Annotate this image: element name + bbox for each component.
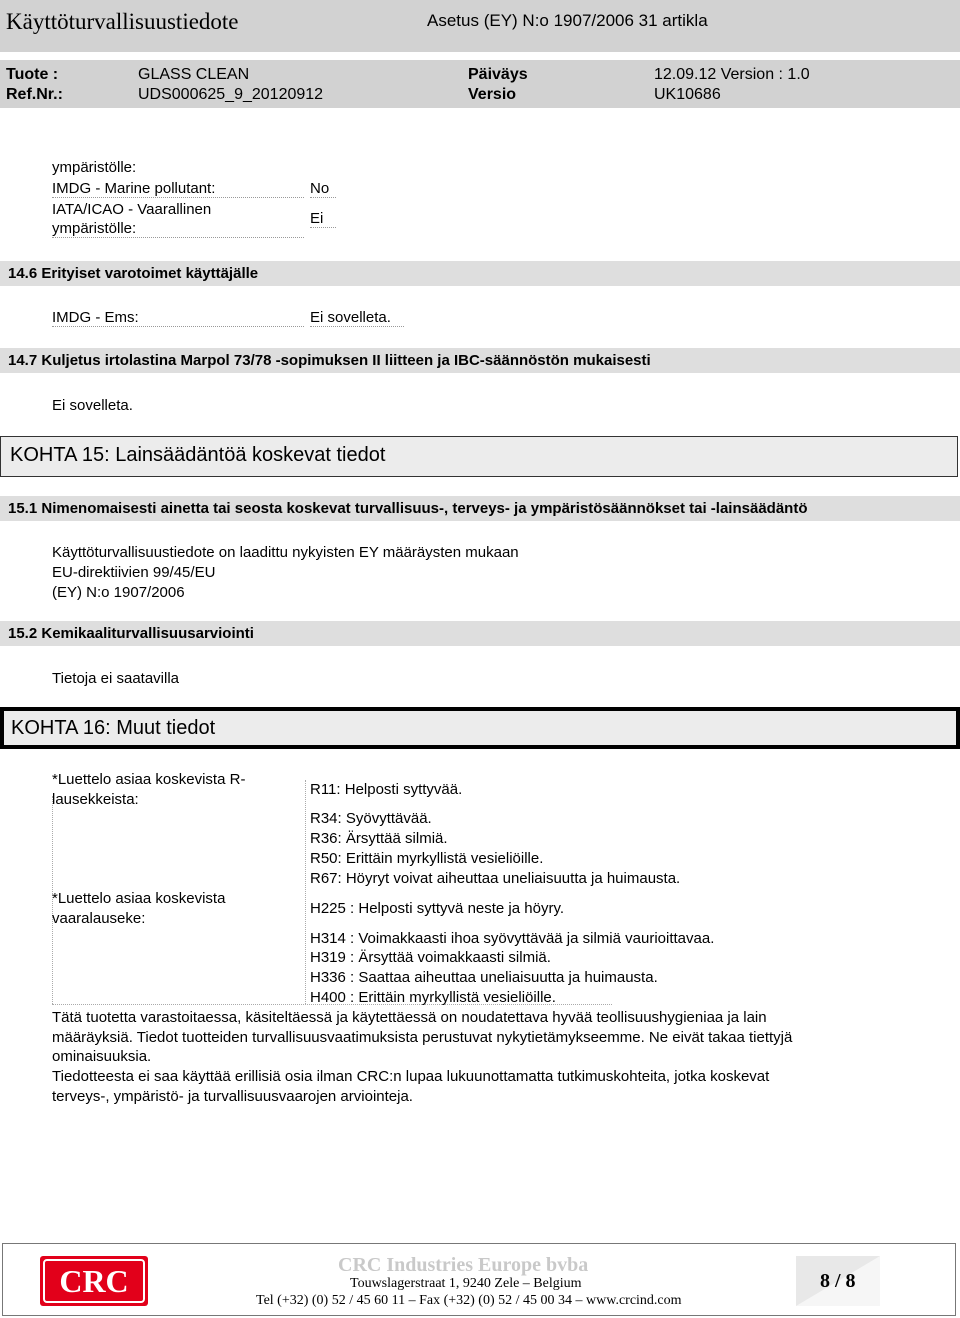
iata-label-line1: IATA/ICAO - Vaarallinen [52, 201, 212, 218]
svg-text:CRC: CRC [59, 1263, 129, 1299]
regulation-text: Asetus (EY) N:o 1907/2006 31 artikla [427, 11, 708, 30]
date-value: 12.09.12 Version : 1.0 [654, 66, 810, 83]
disclaimer-line: ominaisuuksia. [52, 1048, 152, 1065]
regulation-line: EU-direktiivien 99/45/EU [52, 564, 216, 581]
h-statement: H319 : Ärsyttää voimakkaasti silmiä. [310, 949, 551, 966]
ems-value: Ei sovelleta. [310, 309, 404, 327]
imdg-pollutant-value: No [310, 180, 336, 198]
h-statement: H400 : Erittäin myrkyllistä vesieliöille. [310, 989, 556, 1006]
company-address: Touwslagerstraat 1, 9240 Zele – Belgium [350, 1276, 582, 1291]
version-label: Versio [468, 86, 517, 103]
disclaimer-line: terveys-, ympäristö- ja turvallisuusvaarojen arviointeja. [52, 1088, 413, 1105]
document-title: Käyttöturvallisuustiedote [6, 9, 239, 34]
ref-label: Ref.Nr.: [6, 86, 63, 103]
r-phrase: R67: Höyryt voivat aiheuttaa uneliaisuutta ja huimausta. [310, 870, 681, 887]
product-label: Tuote : [6, 66, 59, 83]
product-value: GLASS CLEAN [138, 66, 250, 83]
h-statement: H225 : Helposti syttyvä neste ja höyry. [310, 900, 565, 917]
imdg-pollutant-label: IMDG - Marine pollutant: [52, 180, 304, 198]
r-phrase: R34: Syövyttävää. [310, 810, 432, 827]
r-phrases-label-line1: *Luettelo asiaa koskevista R- [52, 771, 246, 788]
version-value: UK10686 [654, 86, 721, 103]
regulation-line: (EY) N:o 1907/2006 [52, 584, 185, 601]
disclaimer-line: Tätä tuotetta varastoitaessa, käsiteltäessä ja käytettäessä on noudatettava hyvää teollisuushygieniaa ja lain [52, 1009, 767, 1026]
subsection-15-1-title: 15.1 Nimenomaisesti ainetta tai seosta koskevat turvallisuus-, terveys- ja ympäristösäännökset tai -lainsäädäntö [8, 500, 808, 517]
company-contact: Tel (+32) (0) 52 / 45 60 11 – Fax (+32) (0) 52 / 45 00 34 – www.crcind.com [256, 1293, 682, 1308]
company-name: CRC Industries Europe bvba [338, 1254, 589, 1276]
table-middle-rule [305, 780, 306, 1004]
page-number: 8 / 8 [820, 1270, 856, 1292]
r-phrase: R36: Ärsyttää silmiä. [310, 830, 448, 847]
env-label-tail: ympäristölle: [52, 159, 137, 176]
disclaimer-line: Tiedotteesta ei saa käyttää erillisiä osia ilman CRC:n lupaa lukuunottamatta tutkimuskohteita, jotka koskevat [52, 1068, 770, 1085]
subsection-14-7-title: 14.7 Kuljetus irtolastina Marpol 73/78 -sopimuksen II liitteen ja IBC-säännöstön mukaisesti [8, 352, 651, 369]
section-15-title: KOHTA 15: Lainsäädäntöä koskevat tiedot [10, 444, 386, 466]
ems-label: IMDG - Ems: [52, 309, 304, 327]
crc-logo [40, 1256, 148, 1306]
regulation-line: Käyttöturvallisuustiedote on laadittu nykyisten EY määräysten mukaan [52, 544, 519, 561]
h-statement: H336 : Saattaa aiheuttaa uneliaisuutta ja huimausta. [310, 969, 658, 986]
section-16-title: KOHTA 16: Muut tiedot [11, 717, 216, 739]
subsection-14-7-value: Ei sovelleta. [52, 397, 133, 414]
disclaimer-line: määräyksiä. Tiedot tuotteiden turvallisuusvaatimuksista perustuvat nykytietämykseemme. Ne eivät takaa tiettyjä [52, 1029, 793, 1046]
h-statements-label-line1: *Luettelo asiaa koskevista [52, 890, 226, 907]
date-label: Päiväys [468, 66, 528, 83]
subsection-15-2-title: 15.2 Kemikaaliturvallisuusarviointi [8, 625, 254, 642]
subsection-15-2-value: Tietoja ei saatavilla [52, 670, 180, 687]
h-statements-label-line2: vaaralauseke: [52, 910, 146, 927]
iata-value: Ei [310, 210, 336, 228]
r-phrase: R11: Helposti syttyvää. [310, 781, 463, 798]
r-phrase: R50: Erittäin myrkyllistä vesieliöille. [310, 850, 544, 867]
subsection-14-6-title: 14.6 Erityiset varotoimet käyttäjälle [8, 265, 259, 282]
iata-label-line2: ympäristölle: [52, 220, 304, 238]
ref-value: UDS000625_9_20120912 [138, 86, 324, 103]
h-statement: H314 : Voimakkaasti ihoa syövyttävää ja silmiä vaurioittavaa. [310, 930, 715, 947]
r-phrases-label-line2: lausekkeista: [52, 791, 139, 808]
